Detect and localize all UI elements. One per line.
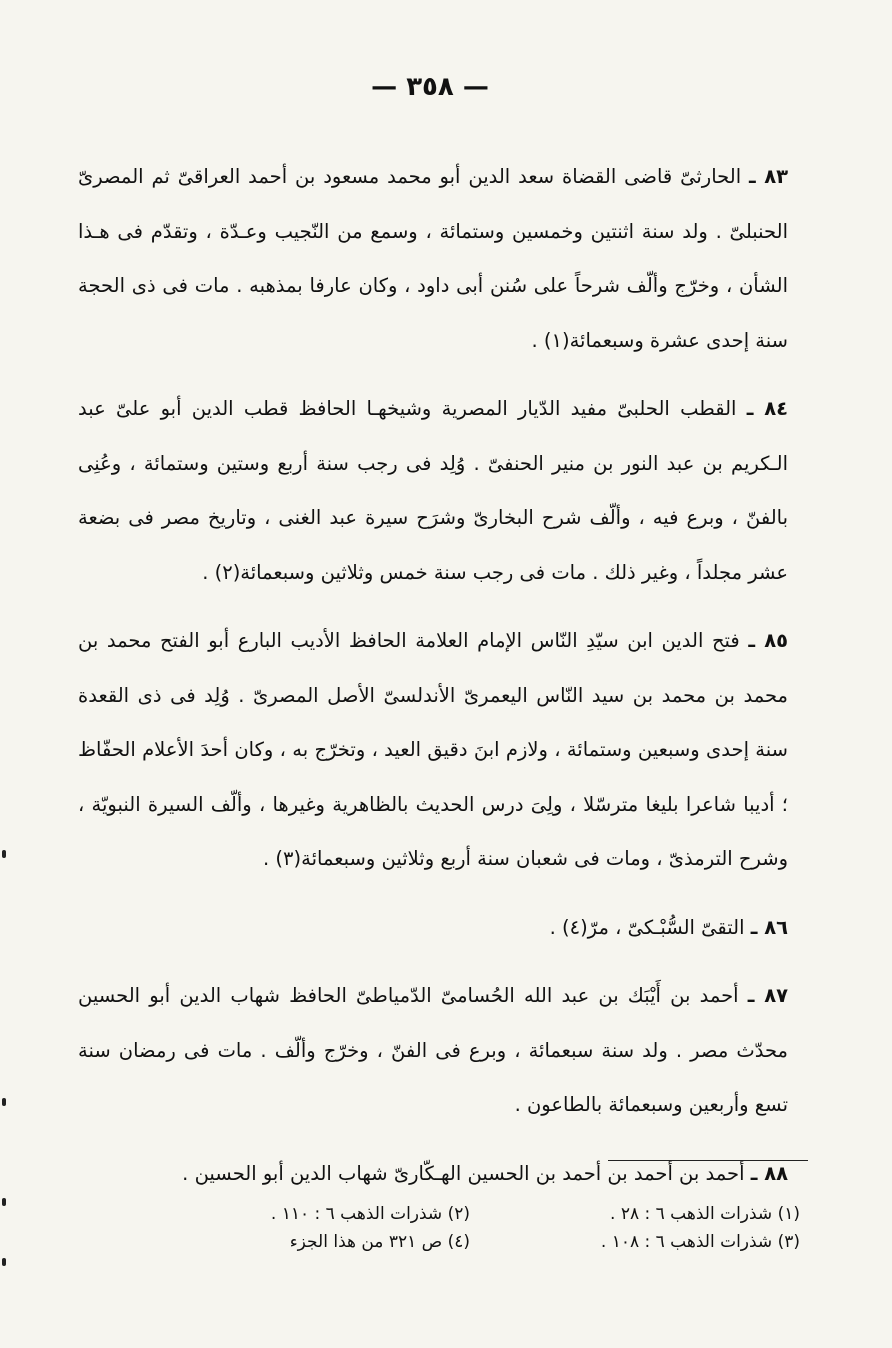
- footnote-3: (٣) شذرات الذهب ٦ : ١٠٨ .: [600, 1232, 800, 1252]
- footnote-4: (٤) ص ٣٢١ من هذا الجزء: [289, 1232, 470, 1252]
- entry-number: ٨٦ ـ: [750, 915, 788, 939]
- footnote-row: [140, 1228, 800, 1256]
- entry-text: فتح الدين ابن سيّدِ النّاس الإمام العلامة الحافظ الأديب البارع أبو الفتح محمد بن محمد بن محمد بن سيد النّاس اليعمرىّ الأندلسىّ الأصل المصرىّ . وُلِد فى ذى القعدة سنة إحدى وسبعين وستمائة ، ولازم ابنَ دقيق العيد ، وتخرّج به ، وكان أحدَ الأعلام الحفّاظ ؛ أديبا شاعرا بليغا مترسّلا ، ولِىَ درس الحديث بالظاهرية وغيرها ، وألّف السيرة النبويّة ، وشرح الترمذىّ ، ومات فى شعبان سنة أربع وثلاثين وسبعمائة(٣) .: [78, 629, 788, 870]
- entry-number: ٨٥ ـ: [748, 629, 788, 652]
- footnotes: [140, 1200, 800, 1256]
- entry-83: [78, 150, 788, 368]
- entry-86: [78, 901, 788, 956]
- entry-87: [78, 969, 788, 1133]
- entry-text: القطب الحلبىّ مفيد الدّيار المصرية وشيخهـا الحافظ قطب الدين أبو علىّ عبد الـكريم بن عبد النور بن منير الحنفىّ . وُلِد فى رجب سنة أربع وستين وستمائة ، وعُنِى بالفنّ ، وبرع فيه ، وألّف شرح البخارىّ وشرَح سيرة عبد الغنى ، وتاريخ مصر فى بضعة عشر مجلداً ، وغير ذلك . مات فى رجب سنة خمس وثلاثين وسبعمائة(٢) .: [78, 397, 788, 584]
- footnote-1: (١) شذرات الذهب ٦ : ٢٨ .: [610, 1204, 800, 1224]
- margin-mark: [2, 1198, 6, 1206]
- footnote-row: [140, 1200, 800, 1228]
- margin-mark: [2, 1098, 6, 1106]
- entry-84: [78, 382, 788, 600]
- entry-85: [78, 614, 788, 887]
- entry-text: أحمد بن أَيْبَك بن عبد الله الحُسامىّ الدّمياطىّ الحافظ شهاب الدين أبو الحسين محدّث مصر . ولد سنة سبعمائة ، وبرع فى الفنّ ، وخرّج وألّف . مات فى رمضان سنة تسع وأربعين وسبعمائة بالطاعون .: [78, 984, 788, 1116]
- footnote-2: (٢) شذرات الذهب ٦ : ١١٠ .: [270, 1204, 470, 1224]
- footnote-separator: [608, 1160, 808, 1161]
- entry-number: ٨٧ ـ: [747, 984, 788, 1007]
- margin-mark: [2, 1258, 6, 1266]
- page-number: — ٣٥٨ —: [371, 72, 489, 102]
- entry-number: ٨٣ ـ: [749, 165, 788, 188]
- main-text: [78, 150, 788, 1215]
- entry-number: ٨٤ ـ: [746, 397, 788, 420]
- entry-text: التقىّ السُّبْـكىّ ، مرّ(٤) .: [549, 915, 745, 939]
- entry-number: ٨٨ ـ: [750, 1161, 788, 1185]
- entry-text: الحارثىّ قاضى القضاة سعد الدين أبو محمد مسعود بن أحمد العراقىّ ثم المصرىّ الحنبلىّ . ولد سنة اثنتين وخمسين وستمائة ، وسمع من النّجيب وعـدّة ، وتقدّم فى هـذا الشأن ، وخرّج وألّف شرحاً على سُنن أبى داود ، وكان عارفا بمذهبه . مات فى ذى الحجة سنة إحدى عشرة وسبعمائة(١) .: [78, 165, 788, 352]
- entry-text: أحمد بن أحمد بن أحمد بن الحسين الهـكّارىّ شهاب الدين أبو الحسين .: [182, 1161, 745, 1185]
- margin-mark: [2, 850, 6, 858]
- entry-88: [78, 1147, 788, 1202]
